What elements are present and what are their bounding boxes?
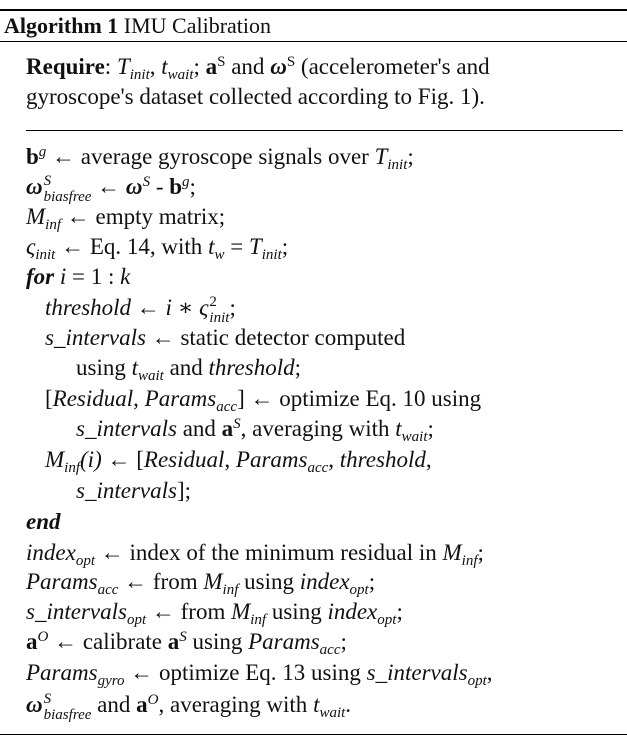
semicolon: ; bbox=[427, 416, 434, 441]
subscript: opt bbox=[75, 553, 95, 570]
using-word: using bbox=[244, 569, 294, 594]
t-init-subscript: init bbox=[129, 67, 150, 84]
assign-arrow: ← bbox=[66, 204, 90, 229]
subscript: w bbox=[214, 247, 225, 264]
s-intervals-variable: s_intervals bbox=[76, 416, 177, 441]
accel-calibrated-symbol: a bbox=[26, 629, 38, 654]
calibrate-word: calibrate bbox=[82, 629, 163, 654]
s-intervals-variable: s_intervals bbox=[76, 478, 177, 503]
line9-text: optimize Eq. 10 using bbox=[279, 386, 482, 411]
semicolon: ; bbox=[368, 569, 376, 594]
accel-symbol: a bbox=[221, 416, 234, 441]
require-rule bbox=[26, 130, 623, 131]
m-inf-symbol: M bbox=[442, 540, 462, 565]
subscript: acc bbox=[307, 460, 329, 477]
subscript: acc bbox=[97, 582, 119, 599]
accel-superscript: S bbox=[217, 53, 226, 70]
assign-arrow: ← bbox=[61, 234, 85, 259]
subscript: inf bbox=[222, 582, 239, 599]
bracket-open: [ bbox=[45, 386, 53, 411]
algo-line-6 bbox=[45, 293, 236, 326]
subscript: opt bbox=[349, 582, 369, 599]
subscript: wait bbox=[401, 429, 428, 446]
subscript: wait bbox=[319, 705, 346, 722]
subscript: inf bbox=[45, 217, 62, 234]
zeta-init-symbol: ς bbox=[26, 234, 36, 259]
subscript: inf bbox=[64, 460, 81, 477]
omega-biasfree-symbol: ω bbox=[26, 174, 43, 199]
from-word: from bbox=[152, 569, 198, 594]
omega-symbol: ω bbox=[125, 174, 143, 199]
params-variable: Params bbox=[248, 629, 320, 654]
algo-line-1 bbox=[26, 142, 414, 172]
superscript: S bbox=[142, 173, 151, 190]
subscript: opt bbox=[377, 612, 397, 629]
m-inf-symbol: M bbox=[231, 599, 251, 624]
algo-line-10 bbox=[76, 414, 434, 444]
require-description-1: (accelerometer's and bbox=[300, 54, 490, 79]
algo-line-5-for bbox=[26, 262, 130, 292]
algo-line-17 bbox=[26, 627, 347, 657]
params-variable: Params bbox=[26, 569, 98, 594]
algo-line-18 bbox=[26, 658, 493, 688]
index-argument: (i) bbox=[80, 447, 102, 472]
omega-biasfree-symbol: ω bbox=[26, 692, 43, 717]
multiply-sign: ∗ bbox=[177, 295, 194, 320]
period: . bbox=[345, 692, 352, 717]
line10-text: , averaging with bbox=[240, 416, 390, 441]
gyro-symbol: ω bbox=[270, 54, 287, 79]
require-keyword: Require bbox=[26, 54, 105, 79]
superscript: 2 bbox=[209, 293, 217, 310]
t-init-symbol: T bbox=[248, 234, 262, 259]
superscript: S bbox=[43, 690, 52, 707]
using-word: using bbox=[76, 355, 126, 380]
comma: , bbox=[486, 660, 493, 685]
assign-arrow: ← bbox=[250, 386, 274, 411]
line7-text: static detector computed bbox=[180, 325, 406, 350]
bias-gyro-symbol: b bbox=[26, 144, 39, 169]
params-variable: Params bbox=[144, 386, 217, 411]
semicolon: ; bbox=[407, 144, 414, 169]
require-and: and bbox=[231, 54, 265, 79]
assign-arrow: ← bbox=[124, 569, 148, 594]
algo-line-2 bbox=[26, 172, 196, 205]
and-word: and bbox=[97, 692, 131, 717]
zeta-scripts bbox=[209, 294, 229, 326]
algo-line-13-end bbox=[26, 507, 61, 537]
threshold-variable: threshold bbox=[208, 355, 295, 380]
bottom-rule bbox=[0, 734, 627, 735]
require-line-1: Require: $T_{init}$, $t_{wait}$; $a^S$ and $\omega^S$ (accelerometer's and bbox=[26, 53, 490, 84]
loop-range: = 1 : bbox=[72, 264, 115, 289]
omega-scripts bbox=[44, 173, 92, 205]
params-gyro-variable: Params bbox=[26, 660, 98, 685]
loop-bound: k bbox=[120, 264, 131, 289]
assign-arrow: ← bbox=[52, 144, 76, 169]
subscript: biasfree bbox=[43, 188, 92, 205]
t-wait-symbol: t bbox=[395, 416, 402, 441]
subscript: acc bbox=[319, 642, 341, 659]
subscript: inf bbox=[461, 553, 478, 570]
t-w-symbol: t bbox=[208, 234, 215, 259]
and-word: and bbox=[169, 355, 203, 380]
subscript: init bbox=[261, 247, 282, 264]
threshold-variable: threshold bbox=[339, 447, 426, 472]
assign-arrow: ← bbox=[130, 660, 154, 685]
subscript: opt bbox=[126, 612, 147, 629]
subscript: opt bbox=[467, 673, 487, 690]
loop-variable: i bbox=[59, 264, 67, 289]
accel-calibrated-symbol: a bbox=[136, 692, 148, 717]
accel-symbol: a bbox=[205, 54, 218, 79]
from-word: from bbox=[180, 599, 226, 624]
algo-line-7 bbox=[45, 323, 405, 353]
t-wait-symbol: t bbox=[313, 692, 320, 717]
line1-text: average gyroscope signals over bbox=[80, 144, 369, 169]
superscript: S bbox=[43, 172, 52, 189]
using-word: using bbox=[271, 599, 322, 624]
bracket-close: ]; bbox=[176, 478, 192, 503]
residual-variable: Residual bbox=[143, 447, 225, 472]
bracket-open: [ bbox=[136, 447, 144, 472]
residual-variable: Residual bbox=[52, 386, 134, 411]
assign-arrow: ← bbox=[100, 540, 124, 565]
comma: , bbox=[328, 447, 335, 472]
m-inf-symbol: M bbox=[45, 447, 65, 472]
zeta-symbol: ς bbox=[199, 295, 209, 320]
comma: , bbox=[224, 447, 231, 472]
m-inf-symbol: M bbox=[26, 204, 46, 229]
line18-text: optimize Eq. 13 using bbox=[159, 660, 361, 685]
line4-text: Eq. 14, with bbox=[89, 234, 203, 259]
m-inf-symbol: M bbox=[203, 569, 223, 594]
semicolon: ; bbox=[229, 295, 236, 320]
line14-text: index of the minimum residual in bbox=[129, 540, 437, 565]
semicolon: ; bbox=[189, 174, 196, 199]
algo-line-15 bbox=[26, 567, 375, 597]
subscript: wait bbox=[137, 368, 164, 385]
algorithm-label: Algorithm 1 bbox=[4, 13, 119, 38]
bias-gyro-superscript: g bbox=[38, 143, 47, 160]
s-intervals-opt-variable: s_intervals bbox=[26, 599, 127, 624]
minus-sign: - bbox=[150, 174, 170, 199]
semicolon: ; bbox=[396, 599, 403, 624]
subscript: biasfree bbox=[43, 706, 92, 723]
assign-arrow: ← bbox=[107, 447, 131, 472]
index-opt-variable: index bbox=[299, 569, 350, 594]
params-variable: Params bbox=[235, 447, 308, 472]
threshold-variable: threshold bbox=[45, 295, 132, 320]
require-description-2: gyroscope's dataset collected according to Fig. 1). bbox=[26, 84, 485, 109]
algorithm-title: IMU Calibration bbox=[123, 13, 272, 38]
t-init-symbol: T bbox=[374, 144, 388, 169]
subscript: acc bbox=[216, 399, 238, 416]
algo-line-19 bbox=[26, 690, 351, 723]
s-intervals-variable: s_intervals bbox=[45, 325, 146, 350]
t-wait-symbol: t bbox=[161, 54, 168, 79]
comma: , bbox=[425, 447, 432, 472]
algo-line-12 bbox=[76, 476, 191, 506]
accel-symbol: a bbox=[167, 629, 180, 654]
for-keyword: for bbox=[26, 264, 55, 289]
line3-text: empty matrix; bbox=[95, 204, 226, 229]
assign-arrow: ← bbox=[151, 325, 175, 350]
and-word: and bbox=[182, 416, 216, 441]
semicolon: ; bbox=[477, 540, 484, 565]
superscript: O bbox=[147, 691, 159, 708]
superscript: O bbox=[37, 628, 49, 645]
algo-line-11 bbox=[45, 445, 432, 475]
algo-line-16 bbox=[26, 597, 403, 627]
assign-arrow: ← bbox=[136, 295, 160, 320]
t-init-symbol: T bbox=[116, 54, 130, 79]
assign-arrow: ← bbox=[151, 599, 175, 624]
s-intervals-opt-variable: s_intervals bbox=[366, 660, 468, 685]
bias-gyro-symbol: b bbox=[169, 174, 183, 199]
t-wait-subscript: wait bbox=[167, 67, 194, 84]
using-word: using bbox=[192, 629, 243, 654]
algo-line-3 bbox=[26, 202, 225, 232]
algo-line-9 bbox=[45, 384, 481, 414]
superscript: g bbox=[182, 173, 190, 190]
superscript: S bbox=[233, 415, 241, 432]
require-line-2 bbox=[26, 82, 485, 112]
algo-line-14 bbox=[26, 538, 484, 568]
subscript: inf bbox=[250, 612, 267, 629]
semicolon: ; bbox=[340, 629, 347, 654]
end-keyword: end bbox=[26, 509, 61, 534]
gyro-superscript: S bbox=[286, 53, 296, 70]
caption-rule bbox=[0, 41, 627, 42]
algo-line-8 bbox=[76, 353, 301, 383]
subscript: init bbox=[35, 247, 56, 264]
semicolon: ; bbox=[281, 234, 289, 259]
index-opt-variable: index bbox=[327, 599, 378, 624]
comma: , bbox=[133, 386, 139, 411]
superscript: S bbox=[179, 628, 187, 645]
omega-scripts bbox=[44, 691, 92, 723]
algo-line-4 bbox=[26, 232, 288, 262]
subscript: gyro bbox=[97, 673, 125, 690]
index-opt-variable: index bbox=[26, 540, 76, 565]
algorithm-caption bbox=[4, 11, 271, 41]
t-init-subscript: init bbox=[387, 157, 408, 174]
subscript: init bbox=[209, 309, 230, 326]
t-wait-symbol: t bbox=[131, 355, 138, 380]
semicolon: ; bbox=[294, 355, 301, 380]
equals-sign: = bbox=[230, 234, 244, 259]
assign-arrow: ← bbox=[97, 174, 121, 199]
line19-text: , averaging with bbox=[158, 692, 308, 717]
assign-arrow: ← bbox=[54, 629, 78, 654]
bracket-close: ] bbox=[237, 386, 245, 411]
loop-variable: i bbox=[165, 295, 172, 320]
